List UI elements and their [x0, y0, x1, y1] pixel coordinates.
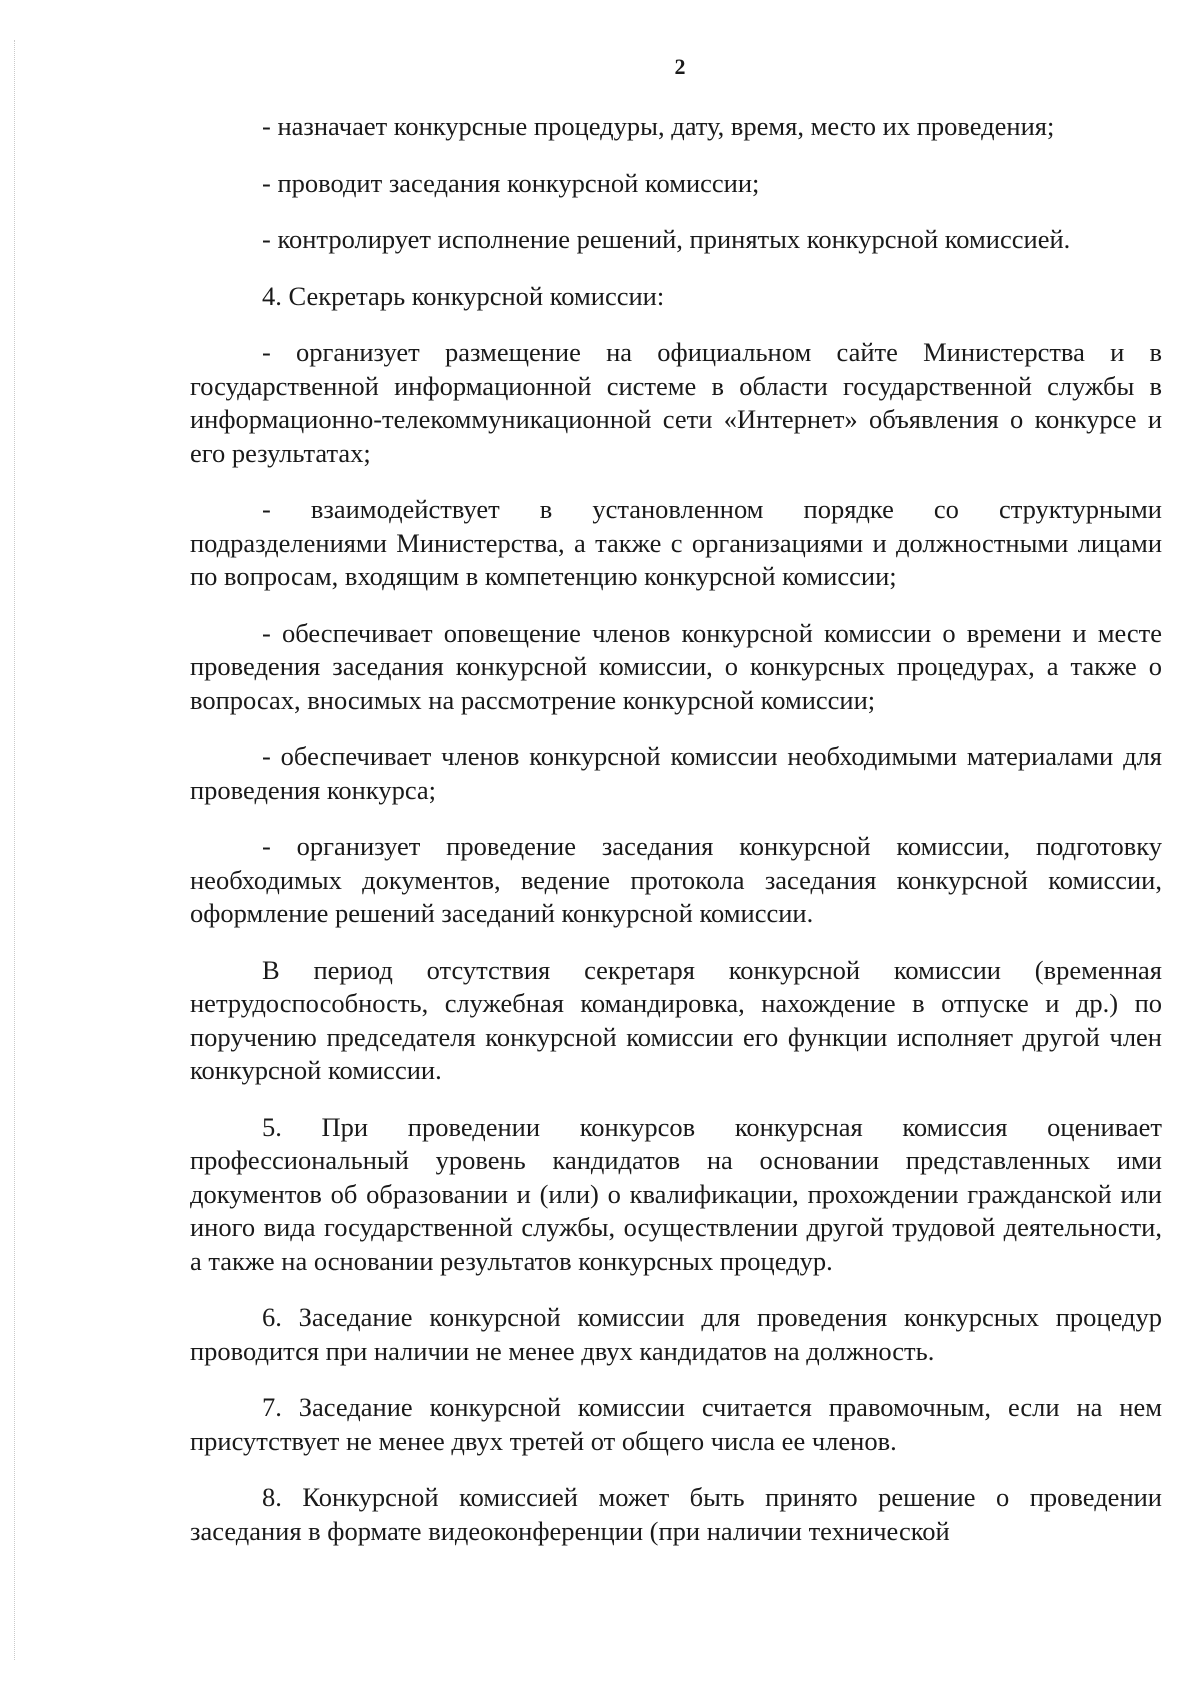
paragraph-publish-announcement: - организует размещение на официальном сайте Министерства и в государственной информационной системе в области государственной службы в информационно-телекоммуникационной сети «Интернет» объявления о конкурсе и его результатах; — [190, 337, 1162, 468]
scan-edge-artifact — [14, 40, 16, 1660]
paragraph-secretary-absence: В период отсутствия секретаря конкурсной комиссии (временная нетрудоспособность, служебная командировка, нахождение в отпуске и др.) по поручению председателя конкурсной комиссии его функции исполняет другой член конкурсной комиссии. — [190, 954, 1162, 1085]
paragraph-item-7-quorum-members: 7. Заседание конкурсной комиссии считается правомочным, если на нем присутствует не менее двух третей от общего числа ее членов. — [190, 1392, 1162, 1456]
paragraph-provide-materials: - обеспечивает членов конкурсной комиссии необходимыми материалами для проведения конкурса; — [190, 741, 1162, 805]
paragraph-notify-members: - обеспечивает оповещение членов конкурсной комиссии о времени и месте проведения заседания конкурсной комиссии, о конкурсных процедурах, а также о вопросах, вносимых на рассмотрение конкурсной комиссии; — [190, 617, 1162, 715]
paragraph-item-6-quorum-candidates: 6. Заседание конкурсной комиссии для проведения конкурсных процедур проводится при наличии не менее двух кандидатов на должность. — [190, 1302, 1162, 1366]
paragraph-interact-departments: - взаимодействует в установленном порядке со структурными подразделениями Министерства, а также с организациями и должностными лицами по вопросам, входящим в компетенцию конкурсной комиссии; — [190, 494, 1162, 591]
paragraph-conduct-meetings: - проводит заседания конкурсной комиссии; — [262, 167, 760, 198]
document-body — [190, 110, 1162, 1571]
paragraph-secretary-heading: 4. Секретарь конкурсной комиссии: — [262, 280, 665, 311]
paragraph-schedule-procedures: - назначает конкурсные процедуры, дату, время, место их проведения; — [262, 111, 1055, 141]
page-number: 2 — [674, 54, 686, 79]
paragraph-control-decisions: - контролирует исполнение решений, принятых конкурсной комиссией. — [262, 224, 1071, 254]
paragraph-item-5-evaluation: 5. При проведении конкурсов конкурсная комиссия оценивает профессиональный уровень кандидатов на основании представленных ими документов об образовании и (или) о квалификации, прохождении гражданской или иного вида государственной службы, осуществлении другой трудовой деятельности, а также на основании результатов конкурсных процедур. — [190, 1111, 1162, 1276]
paragraph-organize-meeting: - организует проведение заседания конкурсной комиссии, подготовку необходимых документов, ведение протокола заседания конкурсной комиссии, оформление решений заседаний конкурсной комиссии. — [190, 831, 1162, 928]
paragraph-item-8-videoconference: 8. Конкурсной комиссией может быть принято решение о проведении заседания в формате видеоконференции (при наличии технической — [190, 1482, 1162, 1546]
